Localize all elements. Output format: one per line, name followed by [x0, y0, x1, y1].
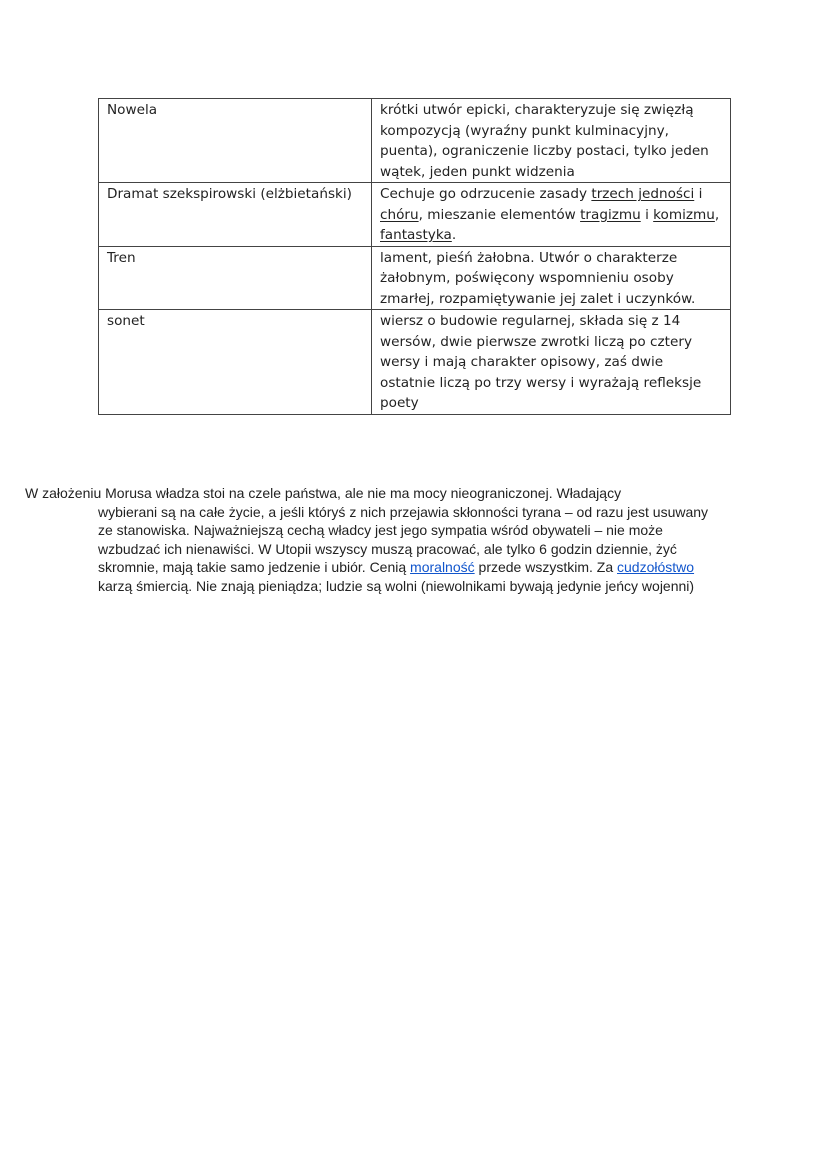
- underlined-term: chóru: [380, 206, 419, 223]
- table-row: [99, 246, 731, 310]
- paragraph-text: wybierani są na całe życie, a jeśli któryś z nich przejawia skłonności tyrana – od razu jest usuwany ze stanowiska. Najważniejszą cechą władcy jest jego sympatia wśród obywateli – nie może wzbudzać ich nienawiści. W Utopii wszyscy muszą pracować, ale tylko 6 godzin dziennie, żyć skromnie, mają takie samo jedzenie i ubiór. Cenią: [98, 503, 709, 576]
- definition-text: .: [451, 227, 457, 243]
- definition-text: Cechuje go odrzucenie zasady: [380, 186, 592, 202]
- term-cell: Tren: [99, 246, 372, 310]
- term-cell: sonet: [99, 310, 372, 415]
- literary-terms-table-body: [99, 99, 731, 415]
- utopia-paragraph-first-line: W założeniu Morusa władza stoi na czele państwa, ale nie ma mocy nieograniczonej. Władający: [25, 485, 622, 501]
- inline-link[interactable]: moralność: [410, 559, 475, 576]
- paragraph-text: karzą śmiercią. Nie znają pieniądza; ludzie są wolni (niewolnikami bywają jedynie jeńcy wojenni): [98, 577, 695, 594]
- utopia-paragraph-continuation: [25, 503, 725, 596]
- definition-cell: [372, 99, 731, 183]
- definition-text: lament, pieśń żałobna. Utwór o charakterze żałobnym, poświęcony wspomnieniu osoby zmarłej, rozpamiętywanie jej zalet i uczynków.: [380, 249, 696, 307]
- underlined-term: fantastyka: [380, 227, 452, 243]
- definition-text: krótki utwór epicki, charakteryzuje się zwięzłą kompozycją (wyraźny punkt kulminacyjny, puenta), ograniczenie liczby postaci, tylko jeden wątek, jeden punkt widzenia: [380, 102, 709, 180]
- definition-text: i: [640, 206, 654, 223]
- definition-text: i: [694, 186, 703, 202]
- definition-text: ,: [714, 206, 720, 223]
- definition-cell: [372, 310, 731, 415]
- underlined-term: komizmu: [653, 206, 715, 223]
- term-cell: Dramat szekspirowski (elżbietański): [99, 183, 372, 247]
- table-row: [99, 183, 731, 247]
- paragraph-text: przede wszystkim. Za: [474, 559, 618, 576]
- definition-cell: [372, 246, 731, 310]
- definition-text: wiersz o budowie regularnej, składa się z 14 wersów, dwie pierwsze zwrotki liczą po cztery wersy i mają charakter opisowy, zaś dwie ostatnie liczą po trzy wersy i wyrażają refleksje poety: [380, 313, 702, 411]
- underlined-term: trzech jedności: [591, 186, 695, 202]
- definition-cell: [372, 183, 731, 247]
- definition-text: , mieszanie elementów: [418, 206, 581, 223]
- term-cell: Nowela: [99, 99, 372, 183]
- inline-link[interactable]: cudzołóstwo: [617, 559, 695, 576]
- literary-terms-table: [98, 98, 731, 415]
- utopia-paragraph: [25, 484, 725, 596]
- table-row: [99, 99, 731, 183]
- table-row: [99, 310, 731, 415]
- underlined-term: tragizmu: [580, 206, 641, 223]
